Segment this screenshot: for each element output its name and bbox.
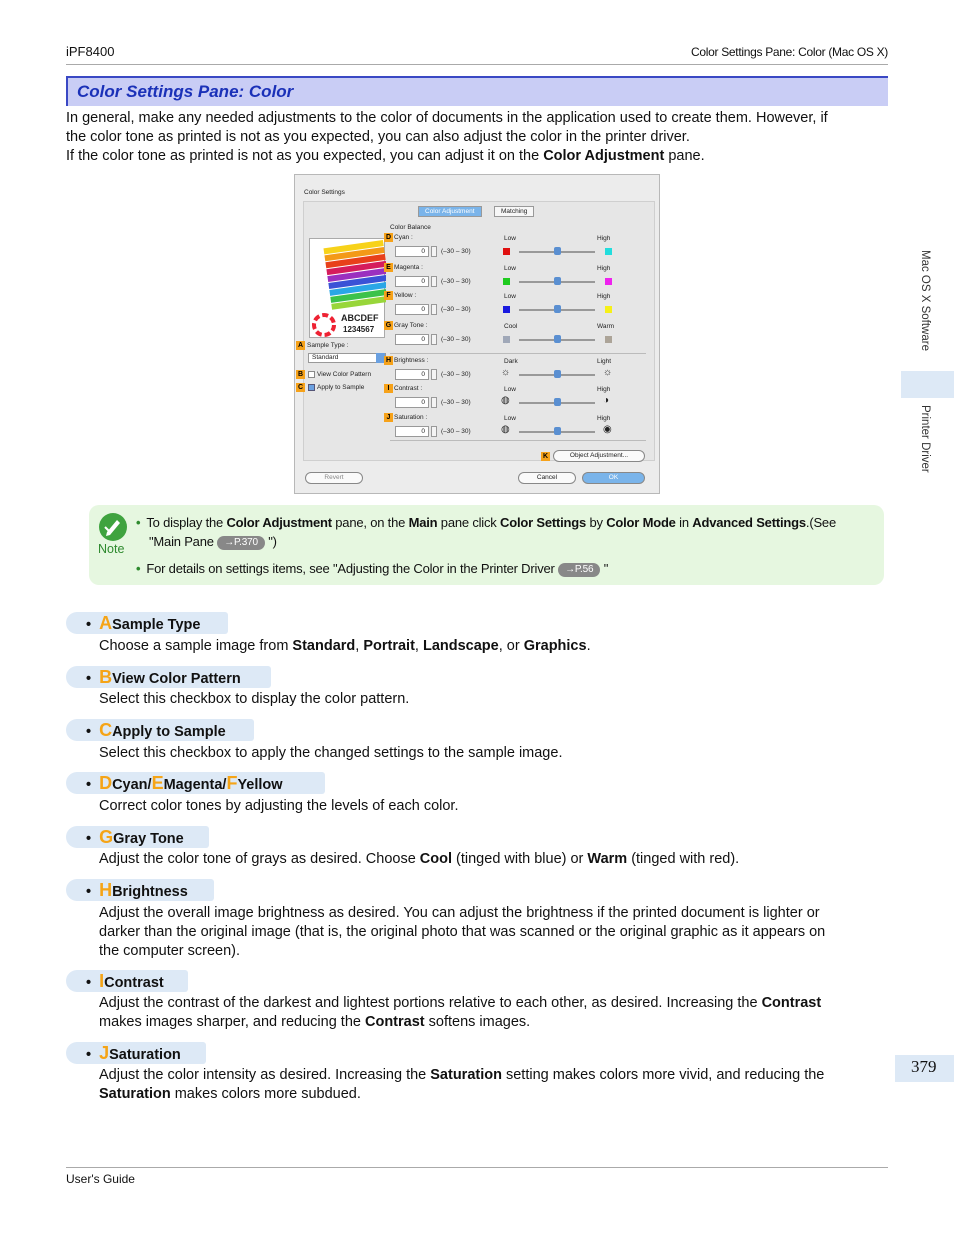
contrast-high-icon: ◑ [603, 395, 610, 406]
low-label: Low [504, 415, 516, 422]
range-label: (–30 – 30) [441, 371, 471, 378]
desc-gray-tone: Adjust the color tone of grays as desired. Choose Cool (tinged with blue) or Warm (tinged with red). [99, 851, 740, 867]
high-label: High [597, 386, 611, 393]
value-field[interactable]: 0 [395, 397, 429, 408]
callout-a: A [297, 342, 304, 349]
sample-image [309, 238, 385, 338]
low-label: Low [504, 235, 516, 242]
low-label: Low [504, 265, 516, 272]
high-swatch [605, 336, 612, 343]
slider-knob[interactable] [554, 247, 561, 255]
ok-button[interactable]: OK [582, 472, 645, 484]
high-label: High [597, 235, 611, 242]
note-label: Note [98, 542, 125, 556]
tab-matching[interactable]: Matching [494, 206, 534, 217]
divider [390, 353, 646, 354]
sample-text-1: ABCDEF [341, 313, 379, 323]
cancel-button[interactable]: Cancel [518, 472, 576, 484]
header-section: Color Settings Pane: Color (Mac OS X) [691, 45, 888, 59]
color-balance-label: Color Balance [390, 224, 431, 231]
header-product: iPF8400 [66, 44, 115, 59]
sun-dim-icon: ☼ [501, 367, 511, 378]
page-ref-link[interactable]: →P.56 [558, 563, 600, 577]
low-label: Dark [504, 358, 518, 365]
high-swatch [605, 306, 612, 313]
value-field[interactable]: 0 [395, 304, 429, 315]
callout-tag: G [385, 322, 392, 329]
value-field[interactable]: 0 [395, 334, 429, 345]
callout-b: B [297, 371, 304, 378]
callout-tag: H [385, 357, 392, 364]
row-label: Gray Tone : [394, 322, 428, 329]
intro-line: the color tone as printed is not as you expected, you can also adjust the color in the printer driver. [66, 129, 690, 145]
value-field[interactable]: 0 [395, 426, 429, 437]
pencils-illustration [310, 239, 386, 339]
revert-button[interactable]: Revert [305, 472, 363, 484]
desc-contrast: Adjust the contrast of the darkest and lightest portions relative to each other, as desired. Increasing the Contrast makes images sharper, and reducing the Contrast softens images. [99, 995, 822, 1030]
apply-to-sample-checkbox[interactable] [308, 384, 315, 391]
value-stepper[interactable] [431, 369, 437, 380]
intro-line: If the color tone as printed is not as you expected, you can adjust it on the Color Adjustment pane. [66, 148, 705, 164]
range-label: (–30 – 30) [441, 428, 471, 435]
note-pencil-icon [99, 513, 127, 541]
section-apply-to-sample: • CApply to Sample [66, 719, 254, 741]
section-cyan-magenta-yellow: • DCyan/EMagenta/FYellow [66, 772, 325, 794]
value-stepper[interactable] [431, 334, 437, 345]
apply-to-sample-label: Apply to Sample [317, 384, 365, 391]
value-stepper[interactable] [431, 246, 437, 257]
callout-tag: J [384, 413, 393, 422]
desc-saturation: Adjust the color intensity as desired. Increasing the Saturation setting makes colors more vivid, and reducing the Saturation makes colors more subdued. [99, 1067, 825, 1102]
callout-tag: F [384, 291, 393, 300]
color-settings-dialog [294, 174, 660, 494]
slider-knob[interactable] [554, 398, 561, 406]
note-bullet-2: • For details on settings items, see "Adjusting the Color in the Printer Driver →P.56 " [136, 561, 609, 576]
value-field[interactable]: 0 [395, 369, 429, 380]
sample-type-label: Sample Type : [307, 342, 349, 349]
value-stepper[interactable] [431, 426, 437, 437]
side-label-software[interactable]: Mac OS X Software [919, 250, 931, 351]
saturation-high-icon: ◉ [603, 424, 612, 435]
low-label: Low [504, 293, 516, 300]
intro-line: In general, make any needed adjustments to the color of documents in the application used to create them. However, if [66, 110, 828, 126]
high-label: High [597, 293, 611, 300]
row-label: Yellow : [394, 292, 417, 299]
high-label: High [597, 415, 611, 422]
section-saturation: • JSaturation [66, 1042, 206, 1064]
range-label: (–30 – 30) [441, 336, 471, 343]
low-swatch [503, 336, 510, 343]
row-label: Brightness : [394, 357, 429, 364]
view-color-pattern-label: View Color Pattern [317, 371, 372, 378]
slider-knob[interactable] [554, 335, 561, 343]
slider-knob[interactable] [554, 277, 561, 285]
saturation-low-icon: ◍ [501, 424, 510, 435]
slider-knob[interactable] [554, 305, 561, 313]
page-ref-link[interactable]: →P.370 [217, 536, 265, 550]
page-title-bar [66, 76, 888, 106]
low-label: Low [504, 386, 516, 393]
section-gray-tone: • GGray Tone [66, 826, 209, 848]
high-swatch [605, 278, 612, 285]
side-tab-marker [901, 371, 954, 398]
desc-cyan-magenta-yellow: Correct color tones by adjusting the levels of each color. [99, 798, 459, 814]
low-swatch [503, 278, 510, 285]
high-label: High [597, 265, 611, 272]
sample-text-2: 1234567 [343, 325, 375, 334]
high-swatch [605, 248, 612, 255]
view-color-pattern-checkbox[interactable] [308, 371, 315, 378]
low-label: Cool [504, 323, 518, 330]
value-stepper[interactable] [431, 397, 437, 408]
value-field[interactable]: 0 [395, 246, 429, 257]
section-sample-type: • ASample Type [66, 612, 228, 634]
range-label: (–30 – 30) [441, 278, 471, 285]
callout-tag: I [384, 384, 393, 393]
high-label: Light [597, 358, 612, 365]
dialog-title: Color Settings [304, 189, 345, 196]
sun-bright-icon: ☼ [603, 367, 613, 378]
tab-color-adjustment[interactable]: Color Adjustment [418, 206, 482, 217]
range-label: (–30 – 30) [441, 399, 471, 406]
desc-apply-to-sample: Select this checkbox to apply the changed settings to the sample image. [99, 745, 563, 761]
row-label: Contrast : [394, 385, 423, 392]
section-view-color-pattern: • BView Color Pattern [66, 666, 271, 688]
page-number: 379 [895, 1055, 954, 1082]
desc-view-color-pattern: Select this checkbox to display the color pattern. [99, 691, 410, 707]
callout-tag: D [385, 234, 392, 241]
low-swatch [503, 306, 510, 313]
low-swatch [503, 248, 510, 255]
range-label: (–30 – 30) [441, 248, 471, 255]
desc-sample-type: Choose a sample image from Standard, Portrait, Landscape, or Graphics. [99, 638, 591, 654]
value-stepper[interactable] [431, 304, 437, 315]
header-rule [66, 64, 888, 65]
intro-paragraph [66, 109, 888, 166]
note-box [89, 505, 884, 585]
sample-type-select[interactable]: Standard [308, 353, 386, 363]
footer-rule [66, 1167, 888, 1168]
row-label: Magenta : [394, 264, 423, 271]
range-label: (–30 – 30) [441, 306, 471, 313]
page-title: Color Settings Pane: Color [77, 82, 294, 101]
footer-guide: User's Guide [66, 1172, 135, 1186]
note-bullet-1: • To display the Color Adjustment pane, on the Main pane click Color Settings by Color Mode in Advanced Settings.(See "Main Pane →P.370 ") [136, 515, 836, 549]
contrast-low-icon: ◍ [501, 395, 510, 406]
divider [390, 440, 646, 441]
row-label: Saturation : [394, 414, 428, 421]
row-label: Cyan : [394, 234, 413, 241]
slider-knob[interactable] [554, 370, 561, 378]
section-brightness: • HBrightness [66, 879, 214, 901]
value-field[interactable]: 0 [395, 276, 429, 287]
value-stepper[interactable] [431, 276, 437, 287]
object-adjustment-button[interactable]: Object Adjustment... [553, 450, 645, 462]
desc-brightness: Adjust the overall image brightness as desired. You can adjust the brightness if the printed document is lighter or darker than the original image (that is, the original photo that was scanned or the original graphic as it appears on the computer screen). [99, 905, 826, 959]
high-label: Warm [597, 323, 615, 330]
slider-knob[interactable] [554, 427, 561, 435]
side-label-printer-driver[interactable]: Printer Driver [919, 405, 931, 473]
callout-k: K [542, 453, 549, 460]
callout-tag: E [384, 263, 393, 272]
section-contrast: • IContrast [66, 970, 188, 992]
callout-c: C [297, 384, 304, 391]
